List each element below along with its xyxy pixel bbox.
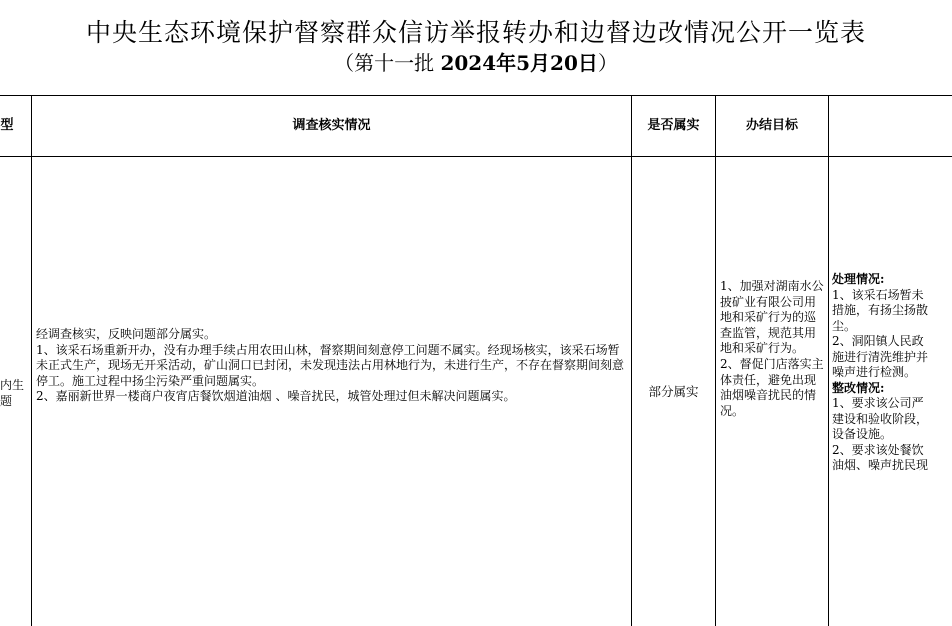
page-subtitle [0,50,952,76]
investigation-para-1: 经调查核实，反映问题部分属实。 [36,327,217,341]
handling-line-2: 措施，有扬尘扬散 [832,303,929,317]
row-handling [832,272,952,474]
handling-label: 处理情况: [832,272,885,286]
row-investigation [36,327,626,405]
rectification-label: 整改情况: [832,380,885,395]
handling-line-3: 尘。 [832,318,857,333]
rectification-line-3: 设备设施。 [832,427,893,441]
investigation-para-2: 1、该采石场重新开办，没有办理手续占用农田山林，督察期间刻意停工问题不属实。经现场核实，该采石场暂未正式生产，现场无开采活动，矿山洞口已封闭，未发现违法占用林地行为，未进行生产，不存在督察期间刻意停工。施工过程中扬尘污染严重问题属实。 [36,342,625,388]
table-divider-1 [31,95,32,626]
subtitle-suffix: ） [597,51,618,75]
row-target [720,279,824,419]
table-divider-2 [631,95,632,626]
table-divider-3 [715,95,716,626]
row-type-line-1: 内生 [0,378,25,392]
header-type: 型 [0,118,14,133]
target-item-1: 1、加强对湖南水公披矿业有限公司用地和采矿行为的巡查监管，规范其用地和采矿行为。 [720,279,824,356]
row-verified: 部分属实 [648,384,699,399]
table-top-border [0,95,952,96]
handling-line-1: 1、该采石场暂未 [832,287,924,302]
subtitle-date: 2024年5月20日 [440,51,598,75]
handling-line-4: 2、洞阳镇人民政 [832,334,924,348]
rectification-line-1: 1、要求该公司严 [832,396,924,410]
rectification-line-4: 2、要求该处餐饮 [832,442,924,457]
subtitle-prefix: （第十一批 [334,51,441,75]
rectification-line-2: 建设和验收阶段， [832,411,929,426]
header-investigation: 调查核实情况 [292,118,371,133]
table-header-bottom-border [0,156,952,157]
page-title: 中央生态环境保护督察群众信访举报转办和边督边改情况公开一览表 [85,18,866,47]
handling-line-6: 噪声进行检测。 [832,365,917,379]
rectification-line-5: 油烟、噪声扰民现 [832,458,929,472]
table-divider-4 [828,95,829,626]
row-type-line-2: 题 [0,394,13,408]
target-item-2: 2、督促门店落实主体责任，避免出现油烟噪音扰民的情况。 [720,356,824,418]
investigation-para-3: 2、嘉丽新世界一楼商户夜宵店餐饮烟道油烟 、噪音扰民，城管处理过但未解决问题属实。 [36,389,516,403]
header-verified: 是否属实 [647,118,700,133]
row-type [0,377,30,409]
header-target: 办结目标 [745,118,798,133]
handling-line-5: 施进行清洗维护并 [832,349,929,364]
